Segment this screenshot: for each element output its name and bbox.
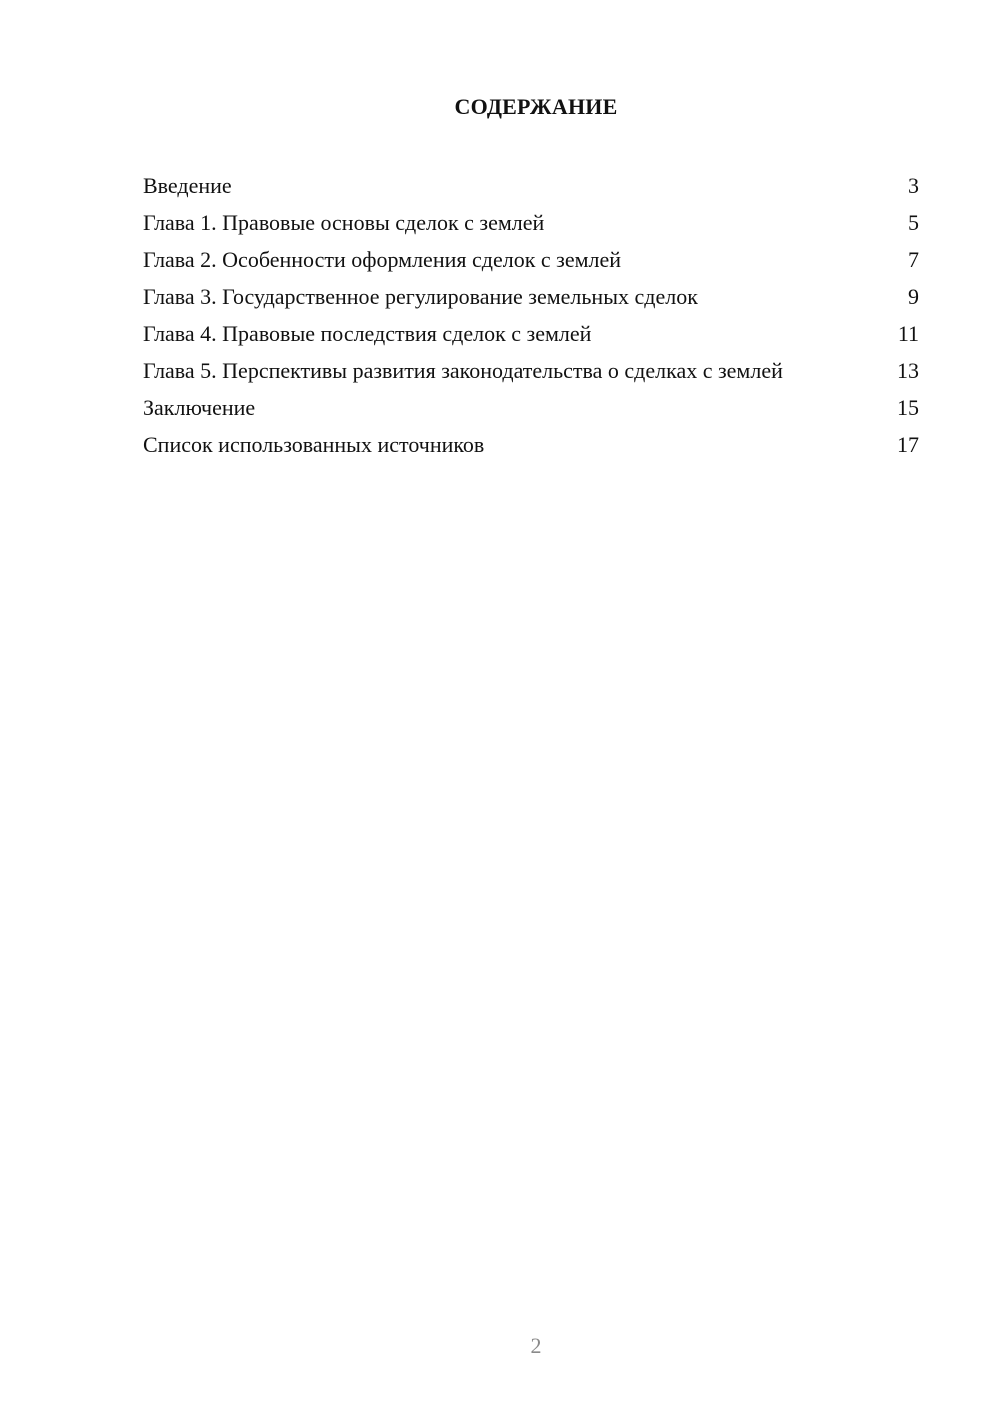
- toc-entry-page: 5: [908, 210, 919, 235]
- toc-entry: [143, 318, 919, 349]
- page-number: 2: [530, 1333, 542, 1358]
- toc-entry: [143, 355, 919, 386]
- toc-entry: [143, 244, 919, 275]
- toc-entry: [143, 429, 919, 460]
- toc-entry: [143, 207, 919, 238]
- toc-entry: [143, 281, 919, 312]
- toc-entry-title: Заключение: [143, 395, 256, 420]
- page-title: СОДЕРЖАНИЕ: [454, 94, 618, 119]
- toc-entry-page: 3: [908, 173, 919, 198]
- toc-entry-title: Глава 4. Правовые последствия сделок с землей: [143, 321, 592, 346]
- toc-entry-page: 13: [897, 358, 919, 383]
- toc-entry-title: Список использованных источников: [143, 432, 485, 457]
- toc-entry-page: 15: [897, 395, 919, 420]
- toc-entry-page: 11: [897, 321, 919, 346]
- toc-entry-title: Глава 5. Перспективы развития законодательства о сделках с землей: [143, 358, 783, 383]
- toc-entry-title: Глава 2. Особенности оформления сделок с землей: [143, 247, 622, 272]
- toc-entry: [143, 392, 919, 423]
- toc-entry: [143, 170, 919, 201]
- toc-entry-page: 9: [908, 284, 919, 309]
- toc-entry-page: 17: [897, 432, 919, 457]
- table-of-contents: [143, 170, 919, 466]
- toc-entry-title: Введение: [143, 173, 232, 198]
- toc-entry-page: 7: [908, 247, 919, 272]
- toc-entry-title: Глава 3. Государственное регулирование земельных сделок: [143, 284, 698, 309]
- toc-entry-title: Глава 1. Правовые основы сделок с землей: [143, 210, 545, 235]
